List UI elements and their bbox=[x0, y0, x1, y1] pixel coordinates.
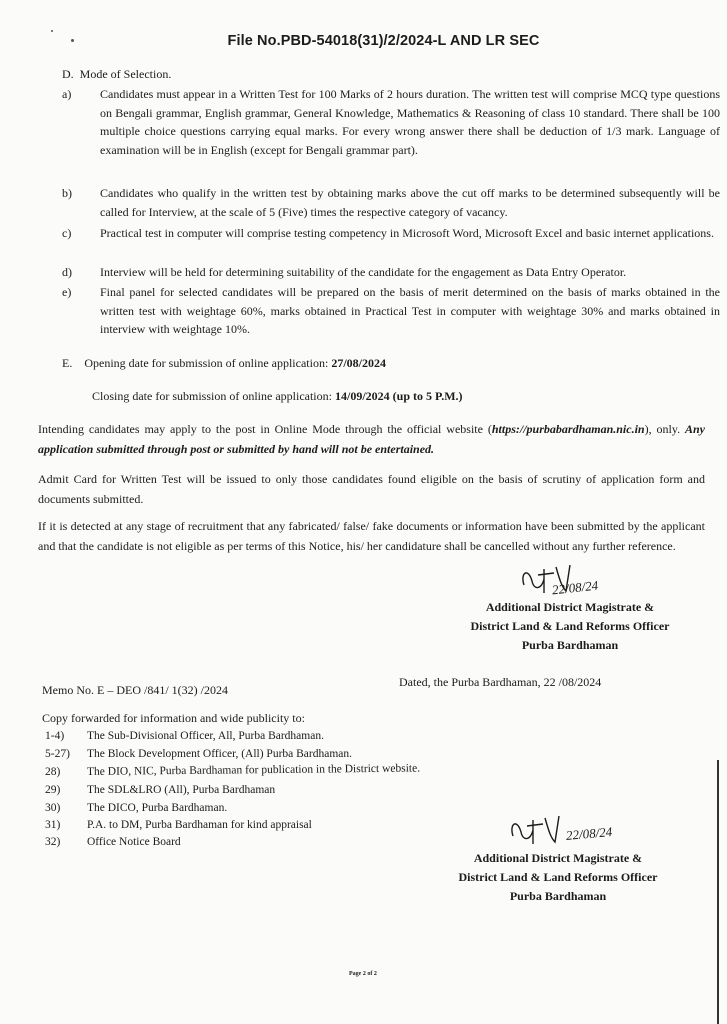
apply-paragraph: Intending candidates may apply to the post in Online Mode through the official website (https://purbabardhaman.nic.in), only. Any application submitted through post or submitted by hand will not be entertained. bbox=[38, 422, 705, 456]
admit-card-paragraph: Admit Card for Written Test will be issued to only those candidates found eligible on the basis of scrutiny of application form and documents submitted. bbox=[38, 472, 705, 506]
signatory-block: Additional District Magistrate & District Land & Land Reforms Officer Purba Bardhaman bbox=[470, 600, 670, 652]
scan-speck bbox=[51, 30, 53, 32]
memo-date: Dated, the Purba Bardhaman, 22 /08/2024 bbox=[399, 675, 602, 689]
opening-date: 27/08/2024 bbox=[331, 356, 386, 370]
copy-forward-intro: Copy forwarded for information and wide publicity to: bbox=[42, 711, 305, 725]
memo-number: Memo No. E – DEO /841/ 1(32) /2024 bbox=[42, 683, 228, 697]
document-page: File No.PBD-54018(31)/2/2024-L AND LR SEC D. Mode of Selection. a) Candidates must appear in a Written Test for 100 Marks of 2 hours duration. The written test will comprise MCQ type questions on Bengali grammar, English grammar, General Knowledge, Mathematics & Reasoning of class 10 standard. There shall be 100 multiple choice questions carrying equal marks. For every wrong answer there shall be deduction of 1/3 mark. Language of examination will be in English (except for Bengali grammar part). b) Candidates who qualify in the written test by obtaining marks above the cut off marks to be determined subsequently will be called for Interview, at the scale of 5 (Five) times the respective category of vacancy. c) Practical test in computer will comprise testing competency in Microsoft Word, Microsoft Excel and basic internet applications. d) Interview will be held for determining suitability of the candidate for the engagement as Data Entry Operator. e) Final panel for selected candidates will be prepared on the basis of merit determined on the basis of marks obtained in the written test with weightage 60%, marks obtained in Practical Test in computer with weightage 30% and marks obtained in interview with weightage 10%. E. Opening date for submission of online application: 27/08/2024 Closing date for submission of online application: 14/09/2024 (up to 5 P.M.) Intending candidates may apply to the post in Online Mode through the official website (https://purbabardhaman.nic.in), only. Any application submitted through post or submitted by hand will not be entertained. Admit Card for Written Test will be issued to only those candidates found eligible on the basis of scrutiny of application form and documents submitted. If it is detected at any stage of recruitment that any fabricated/ false/ fake documents or information have been submitted by the applicant and that the candidate is not eligible as per terms of this Notice, his/ her candidature shall be cancelled without any further reference. 22/08/24 Additional District Magistrate & District Land & Land Reforms Officer Purba Bardhaman Memo No. E – DEO /841/ 1(32) /2024 Dated, the Purba Bardhaman, 22 /08/2024 Copy forwarded for information and wide publicity to: 1-4) The Sub-Divisional Officer, All, Purba Bardhaman. 5-27) The Block Development Officer, (All) Purba Bardhaman. 28) The DIO, NIC, Purba Bardhaman for publication in the District website. 29) The SDL&LRO (All), Purba Bardhaman 30) The DICO, Purba Bardhaman. 31) P.A. to DM, Purba Bardhaman for kind appraisal 32) Office Notice Board 22/08/24 Additional District Magistrate & District Land & Land Reforms Officer Purba Bardhaman Page 2 of 2 bbox=[0, 0, 727, 1024]
section-d-heading: D. Mode of Selection. bbox=[62, 67, 172, 81]
section-e-opening: E. Opening date for submission of online application: 27/08/2024 bbox=[62, 356, 386, 370]
fraud-paragraph: If it is detected at any stage of recruitment that any fabricated/ false/ fake documents or information have been submitted by the applicant and that the candidate is not eligible as per terms of this Notice, his/ her candidature shall be cancelled without any further reference. bbox=[38, 519, 705, 553]
scan-edge-line bbox=[717, 760, 719, 1024]
website-link[interactable]: https://purbabardhaman.nic.in bbox=[491, 422, 645, 436]
file-number-header: File No.PBD-54018(31)/2/2024-L AND LR SEC bbox=[227, 33, 540, 49]
signature-date: 22/08/24 bbox=[551, 577, 599, 598]
signature-date: 22/08/24 bbox=[565, 824, 613, 843]
section-e-closing: Closing date for submission of online application: 14/09/2024 (up to 5 P.M.) bbox=[92, 389, 463, 403]
closing-date: 14/09/2024 (up to 5 P.M.) bbox=[334, 389, 463, 403]
signatory-block: Additional District Magistrate & District Land & Land Reforms Officer Purba Bardhaman bbox=[458, 851, 658, 903]
warning-text: Any application submitted through post or submitted by hand will not be entertained. bbox=[38, 422, 705, 456]
page-number: Page 2 of 2 bbox=[349, 971, 377, 977]
